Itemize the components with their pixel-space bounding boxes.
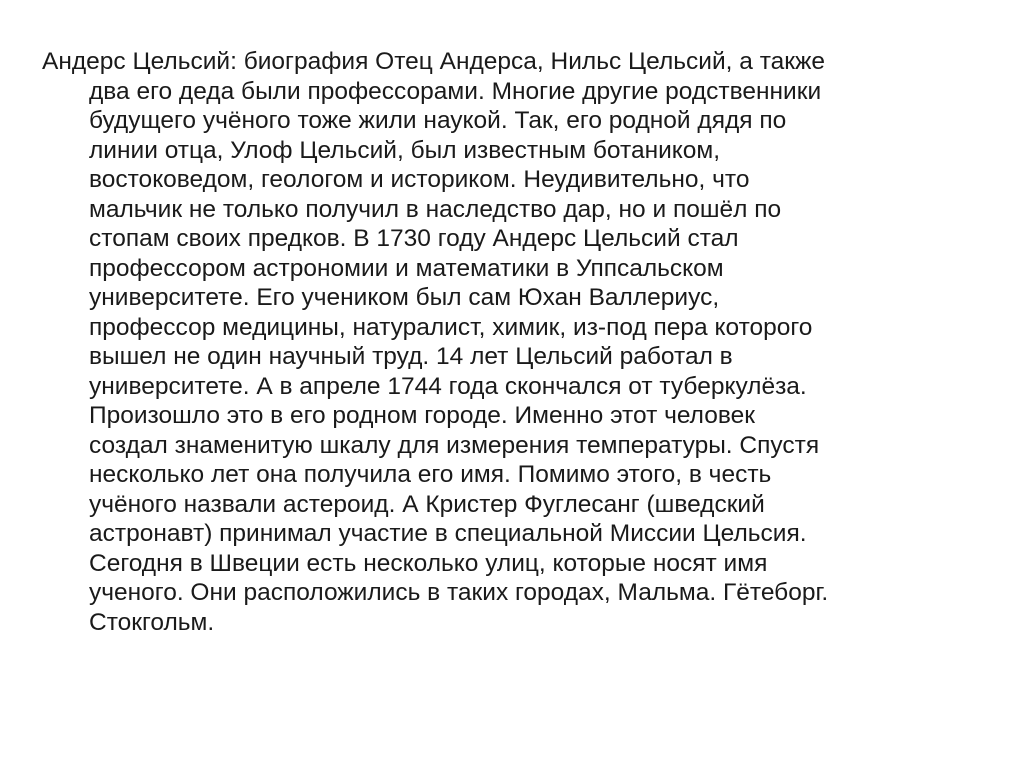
text-line-14: создал знаменитую шкалу для измерения температуры. Спустя xyxy=(89,431,820,459)
text-line-12: университете. А в апреле 1744 года скончался от туберкулёза. xyxy=(89,372,807,400)
text-line-11: вышел не один научный труд. 14 лет Цельсий работал в xyxy=(89,343,733,370)
text-line-7: стопам своих предков. В 1730 году Андерс Цельсий стал xyxy=(89,225,739,252)
text-line-17: астронавт) принимал участие в специальной Миссии Цельсия. xyxy=(89,520,807,547)
text-line-16: учёного назвали астероид. А Кристер Фуглесанг (шведский xyxy=(89,490,765,518)
text-line-19: ученого. Они расположились в таких городах, Мальма. Гётеборг. xyxy=(89,579,829,606)
body-text xyxy=(42,47,982,637)
text-line-2: два его деда были профессорами. Многие другие родственники xyxy=(89,77,822,105)
text-line-3: будущего учёного тоже жили наукой. Так, его родной дядя по xyxy=(89,107,787,134)
text-line-18: Сегодня в Швеции есть несколько улиц, которые носят имя xyxy=(89,549,768,577)
text-line-9: университете. Его учеником был сам Юхан Валлериус, xyxy=(89,284,720,311)
text-line-5: востоковедом, геологом и историком. Неудивительно, что xyxy=(89,166,750,193)
text-line-10: профессор медицины, натуралист, химик, из-под пера которого xyxy=(89,313,813,341)
text-line-8: профессором астрономии и математики в Уппсальском xyxy=(89,254,724,282)
text-line-13: Произошло это в его родном городе. Именно этот человек xyxy=(89,402,755,429)
text-line-15: несколько лет она получила его имя. Помимо этого, в честь xyxy=(89,461,772,488)
text-line-4: линии отца, Улоф Цельсий, был известным ботаником, xyxy=(89,136,721,164)
text-line-6: мальчик не только получил в наследство дар, но и пошёл по xyxy=(89,195,782,223)
text-line-1: Андерс Цельсий: биография Отец Андерса, Нильс Цельсий, а также xyxy=(42,48,825,75)
text-line-20: Стокгольм. xyxy=(89,608,215,636)
